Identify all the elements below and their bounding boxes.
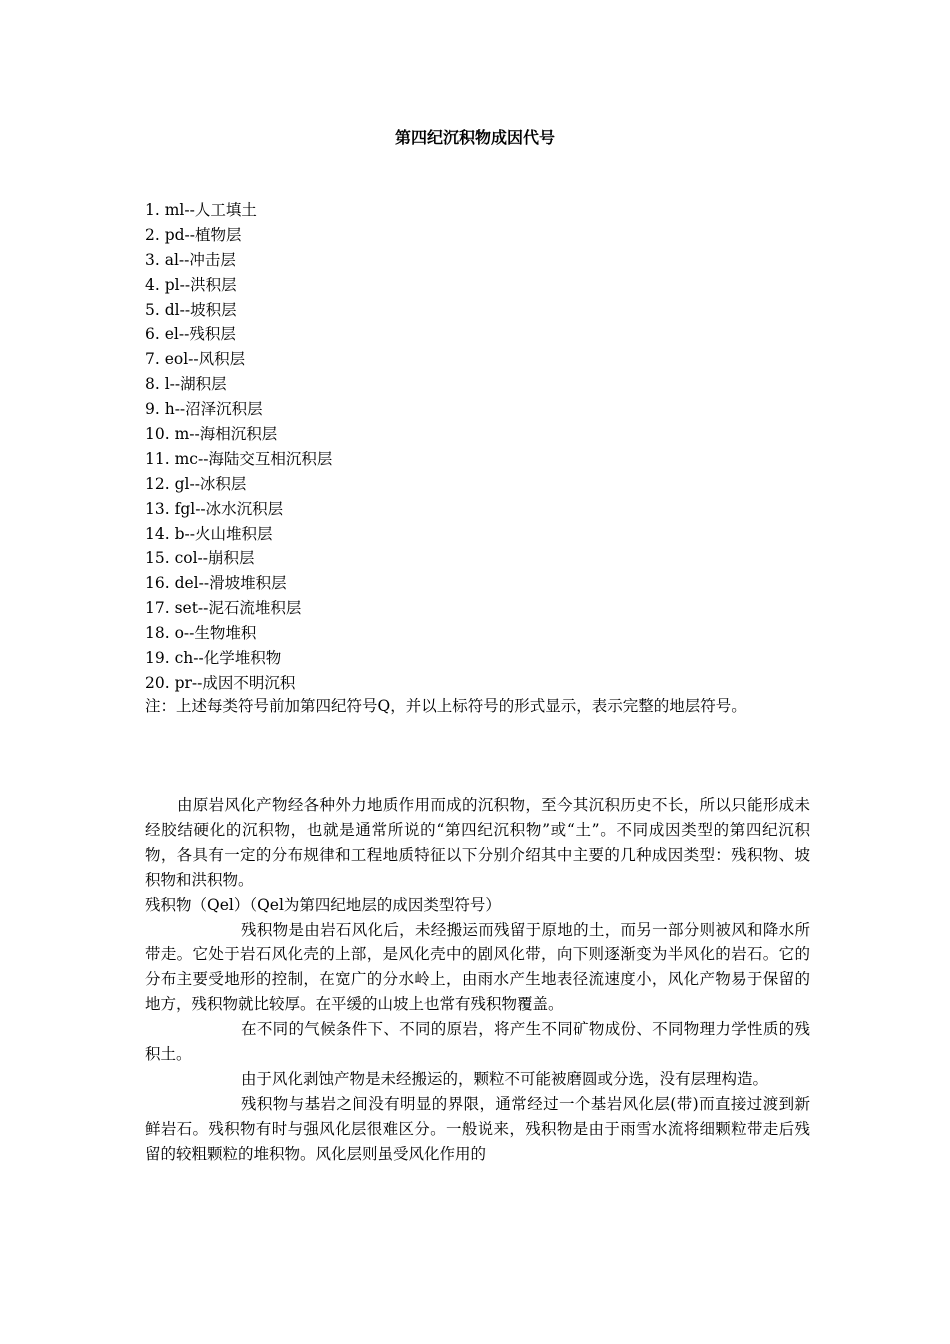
list-item: 11. mc--海陆交互相沉积层 <box>145 449 333 468</box>
body-text <box>145 793 810 1167</box>
body-paragraph: 残积物与基岩之间没有明显的界限，通常经过一个基岩风化层(带)而直接过渡到新鲜岩石。残积物有时与强风化层很难区分。一般说来，残积物是由于雨雪水流将细颗粒带走后残留的较粗颗粒的堆积物。风化层则虽受风化作用的 <box>145 1094 810 1163</box>
list-item: 18. o--生物堆积 <box>145 624 257 643</box>
intro-paragraph: 由原岩风化产物经各种外力地质作用而成的沉积物，至今其沉积历史不长，所以只能形成未经胶结硬化的沉积物，也就是通常所说的“第四纪沉积物”或“土”。不同成因类型的第四纪沉积物，各具有一定的分布规律和工程地质特征以下分别介绍其中主要的几种成因类型：残积物、坡积物和洪积物。 <box>145 796 810 889</box>
body-paragraph: 在不同的气候条件下、不同的原岩，将产生不同矿物成份、不同物理力学性质的残积土。 <box>145 1020 810 1064</box>
list-item: 2. pd--植物层 <box>145 225 242 244</box>
list-item: 9. h--沼泽沉积层 <box>145 400 263 419</box>
list-item: 8. l--湖积层 <box>145 375 227 394</box>
list-item: 17. set--泥石流堆积层 <box>145 599 302 618</box>
list-item: 14. b--火山堆积层 <box>145 524 273 543</box>
list-item: 16. del--滑坡堆积层 <box>145 574 287 593</box>
list-item: 15. col--崩积层 <box>145 549 255 568</box>
list-item: 20. pr--成因不明沉积 <box>145 673 296 692</box>
list-item: 13. fgl--冰水沉积层 <box>145 499 284 518</box>
document-title: 第四纪沉积物成因代号 <box>394 128 555 147</box>
list-item: 4. pl--洪积层 <box>145 275 237 294</box>
list-item: 6. el--残积层 <box>145 325 236 344</box>
list-item: 1. ml--人工填土 <box>145 201 257 219</box>
note-paragraph: 注：上述每类符号前加第四纪符号Q，并以上标符号的形式显示，表示完整的地层符号。 <box>145 697 747 715</box>
list-item: 5. dl--坡积层 <box>145 300 237 319</box>
section-heading: 残积物（Qel）（Qel为第四纪地层的成因类型符号） <box>145 895 501 914</box>
list-item: 7. eol--风积层 <box>145 350 246 369</box>
body-paragraph: 残积物是由岩石风化后，未经搬运而残留于原地的土，而另一部分则被风和降水所带走。它处于岩石风化壳的上部，是风化壳中的剧风化带，向下则逐渐变为半风化的岩石。它的分布主要受地形的控制，在宽广的分水岭上，由雨水产生地表径流速度小，风化产物易于保留的地方，残积物就比较厚。在平缓的山坡上也常有残积物覆盖。 <box>145 920 810 1014</box>
list-item: 12. gl--冰积层 <box>145 474 247 493</box>
list-item: 19. ch--化学堆积物 <box>145 649 282 668</box>
body-paragraph: 由于风化剥蚀产物是未经搬运的，颗粒不可能被磨圆或分选，没有层理构造。 <box>241 1069 769 1088</box>
list-item: 3. al--冲击层 <box>145 250 236 269</box>
code-list <box>145 198 815 696</box>
list-item: 10. m--海相沉积层 <box>145 425 278 444</box>
